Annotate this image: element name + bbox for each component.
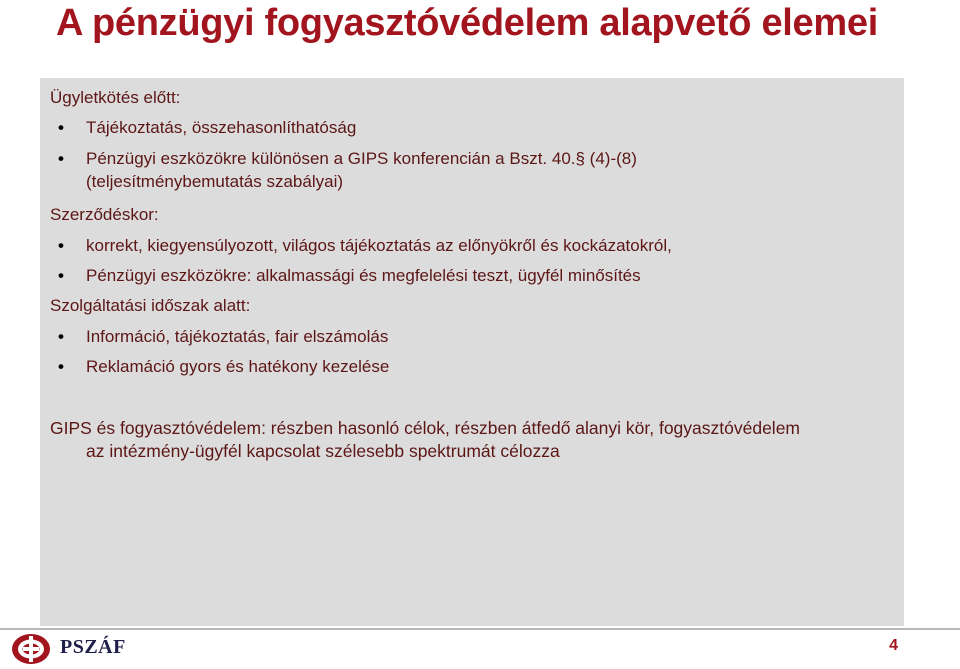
bullet-dot-icon: • <box>58 118 64 137</box>
summary-paragraph <box>50 417 900 463</box>
list-item-text: Reklamáció gyors és hatékony kezelése <box>86 357 390 376</box>
content-box <box>40 78 904 626</box>
list-item-text: Információ, tájékoztatás, fair elszámolás <box>86 327 389 346</box>
list-item-text: Pénzügyi eszközökre különösen a GIPS konferencián a Bszt. 40.§ (4)-(8) (teljesítménybemutatás szabályai) <box>86 149 637 191</box>
section-heading-service: Szolgáltatási időszak alatt: <box>50 296 251 315</box>
list-item <box>50 116 890 139</box>
section-heading-contract: Szerződéskor: <box>50 205 159 224</box>
summary-line-2: az intézmény-ügyfél kapcsolat szélesebb spektrumát célozza <box>86 441 560 461</box>
pszaf-logo-icon <box>10 631 52 667</box>
list-item <box>50 325 890 348</box>
section-heading-before: Ügyletkötés előtt: <box>50 88 181 107</box>
bullet-dot-icon: • <box>58 236 64 255</box>
list-item <box>50 234 890 257</box>
list-item-text: Pénzügyi eszközökre: alkalmassági és megfelelési teszt, ügyfél minősítés <box>86 266 641 285</box>
list-item-text: Tájékoztatás, összehasonlíthatóság <box>86 118 357 137</box>
bullet-dot-icon: • <box>58 327 64 346</box>
bullet-dot-icon: • <box>58 357 64 376</box>
page-number: 4 <box>889 637 898 654</box>
bullet-dot-icon: • <box>58 149 64 168</box>
list-item-text: korrekt, kiegyensúlyozott, világos tájékoztatás az előnyökről és kockázatokról, <box>86 236 672 255</box>
footer-divider <box>0 628 960 630</box>
bullet-dot-icon: • <box>58 266 64 285</box>
list-item <box>50 264 890 287</box>
summary-line-1: GIPS és fogyasztóvédelem: részben hasonló célok, részben átfedő alanyi kör, fogyasztóvédelem <box>50 418 801 438</box>
list-item <box>50 355 890 378</box>
list-item <box>50 147 890 193</box>
slide-title: A pénzügyi fogyasztóvédelem alapvető elemei <box>56 2 878 44</box>
logo-text: PSZÁF <box>60 636 126 658</box>
